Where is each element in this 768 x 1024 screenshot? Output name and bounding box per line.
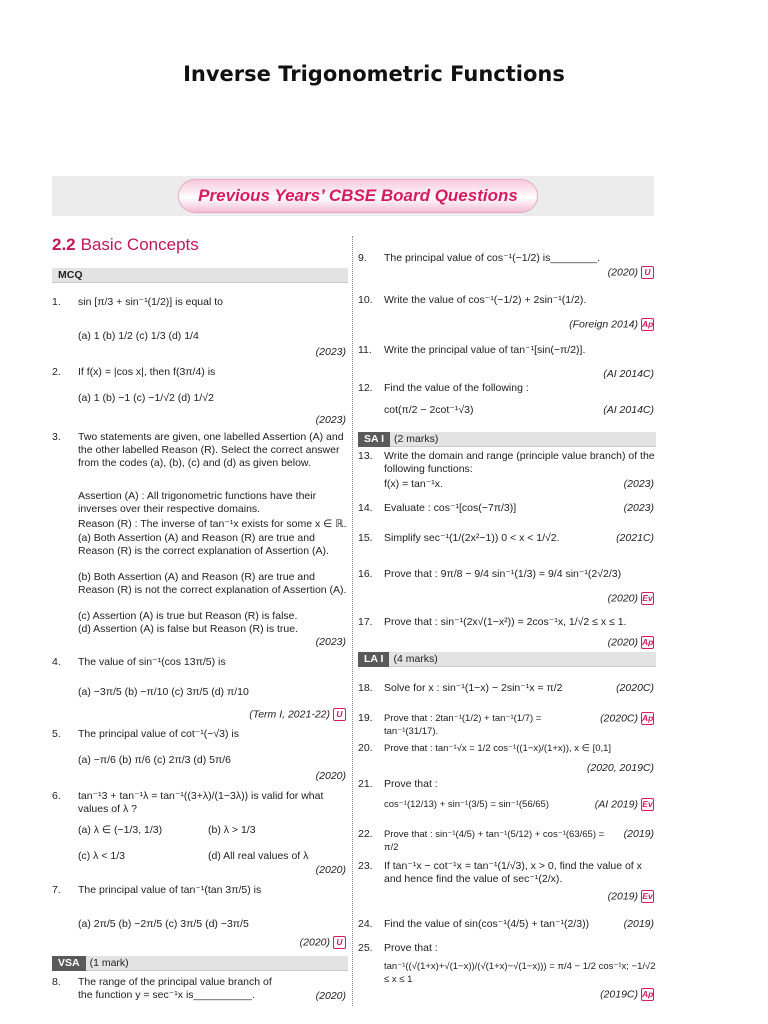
question-text: Write the value of cos⁻¹(−1/2) + 2sin⁻¹(1/2).: [384, 294, 587, 306]
question-number: 6.: [52, 790, 61, 802]
la1-bar: [358, 652, 656, 667]
question-number: 24.: [358, 918, 373, 930]
question-3-year: (2023): [315, 636, 346, 648]
question-number: 9.: [358, 252, 367, 264]
question-11-year: (AI 2014C): [603, 368, 654, 380]
question-5-year: (2020): [315, 770, 346, 782]
mcq-label: MCQ: [58, 269, 83, 281]
la1-label: LA I: [358, 652, 389, 667]
year-text: (2019C): [600, 988, 638, 1001]
question-text: Prove that : sin⁻¹(4/5) + tan⁻¹(5/12) + cos⁻¹(63/65) = π/2: [384, 829, 605, 853]
banner-text: Previous Years’ CBSE Board Questions: [198, 186, 518, 205]
vsa-marks: (1 mark): [89, 957, 129, 969]
question-text: Write the domain and range (principle value branch) of the following functions:: [384, 450, 655, 475]
document-title: Inverse Trigonometric Functions: [183, 62, 565, 86]
question-19-year: [600, 712, 654, 725]
question-1-year: (2023): [315, 346, 346, 358]
sa1-bar: [358, 432, 656, 447]
assertion-text: Assertion (A) : All trigonometric functions have their inverses over their respective domains.: [78, 490, 317, 515]
question-text: The value of sin⁻¹(cos 13π/5) is: [78, 656, 226, 668]
question-number: 25.: [358, 942, 373, 954]
la1-marks: (4 marks): [393, 653, 438, 665]
year-text: (2020): [299, 936, 330, 949]
question-number: 2.: [52, 366, 61, 378]
question-10-year: [569, 318, 654, 331]
section-number: 2.2: [52, 235, 76, 254]
question-number: 19.: [358, 712, 373, 724]
question-text: The range of the principal value branch of the function y = sec⁻¹x is__________.: [78, 976, 272, 1001]
question-number: 10.: [358, 294, 373, 306]
question-3-option-d: (d) Assertion (A) is false but Reason (R) is true.: [78, 623, 298, 635]
question-6-year: (2020): [315, 864, 346, 876]
question-text: Write the principal value of tan⁻¹[sin(−π/2)].: [384, 344, 586, 356]
evaluation-badge-icon: Ev: [642, 593, 653, 603]
understanding-badge-icon: U: [333, 936, 346, 949]
question-number: 12.: [358, 382, 373, 394]
understanding-badge-icon: U: [641, 266, 654, 279]
question-text: The principal value of cos⁻¹(−1/2) is________.: [384, 252, 600, 264]
year-text: (Term I, 2021-22): [249, 708, 330, 721]
section-banner: [52, 176, 654, 216]
question-text: Two statements are given, one labelled Assertion (A) and the other labelled Reason (R). Select the correct answer from the codes (a), (b), (c) and (d) as given below.: [78, 431, 344, 469]
question-text: The principal value of cot⁻¹(−√3) is: [78, 728, 239, 740]
question-number: 5.: [52, 728, 61, 740]
question-9-year: [608, 266, 654, 279]
question-text: Prove that : 9π/8 − 9/4 sin⁻¹(1/3) = 9/4 sin⁻¹(2√2/3): [384, 568, 622, 580]
question-13-year: (2023): [623, 478, 654, 490]
vsa-label: VSA: [52, 956, 86, 971]
section-heading: [52, 235, 199, 254]
question-13-expression: f(x) = tan⁻¹x.: [384, 478, 443, 490]
application-badge-icon: Ap: [642, 637, 654, 647]
question-number: 13.: [358, 450, 373, 462]
question-text: tan⁻¹3 + tan⁻¹λ = tan⁻¹((3+λ)/(1−3λ)) is valid for what values of λ ?: [78, 790, 324, 815]
question-text: sin [π/3 + sin⁻¹(1/2)] is equal to: [78, 296, 223, 308]
question-23-year: [608, 890, 654, 903]
question-21-year: [595, 798, 654, 811]
question-number: 15.: [358, 532, 373, 544]
question-8-year: (2020): [315, 990, 346, 1002]
question-number: 3.: [52, 431, 61, 443]
question-14-year: (2023): [623, 502, 654, 514]
question-22-year: (2019): [623, 828, 654, 840]
year-text: (2020): [607, 636, 638, 649]
question-6-option-d: (d) All real values of λ: [208, 850, 309, 862]
evaluation-badge-icon: Ev: [642, 891, 653, 901]
question-text: If tan⁻¹x − cot⁻¹x = tan⁻¹(1/√3), x > 0, find the value of x and hence find the value of sec⁻¹(2/x).: [384, 860, 642, 885]
year-text: (AI 2019): [594, 798, 638, 811]
sa1-marks: (2 marks): [394, 433, 439, 445]
understanding-badge-icon: U: [333, 708, 346, 721]
question-4-year: [249, 708, 346, 721]
question-text: Prove that : 2tan⁻¹(1/2) + tan⁻¹(1/7) = tan⁻¹(31/17).: [384, 713, 542, 737]
question-text: The principal value of tan⁻¹(tan 3π/5) is: [78, 884, 262, 896]
question-text: Simplify sec⁻¹(1/(2x²−1)) 0 < x < 1/√2.: [384, 532, 560, 544]
evaluation-badge-icon: Ev: [642, 799, 653, 809]
question-text: Find the value of the following :: [384, 382, 529, 394]
question-2-year: (2023): [315, 414, 346, 426]
question-text: Solve for x : sin⁻¹(1−x) − 2sin⁻¹x = π/2: [384, 682, 563, 694]
question-text: Prove that : sin⁻¹(2x√(1−x²)) = 2cos⁻¹x, 1/√2 ≤ x ≤ 1.: [384, 616, 627, 628]
year-text: (2020C): [600, 712, 638, 725]
question-12-year: (AI 2014C): [603, 404, 654, 416]
question-16-year: [608, 592, 654, 605]
question-text: If f(x) = |cos x|, then f(3π/4) is: [78, 366, 216, 378]
question-number: 17.: [358, 616, 373, 628]
application-badge-icon: Ap: [642, 989, 654, 999]
question-7-year: [300, 936, 346, 949]
question-2-options: (a) 1 (b) −1 (c) −1/√2 (d) 1/√2: [78, 392, 214, 404]
question-3-option-b: (b) Both Assertion (A) and Reason (R) are true and Reason (R) is not the correct explanation of Assertion (A).: [78, 571, 347, 596]
question-5-options: (a) −π/6 (b) π/6 (c) 2π/3 (d) 5π/6: [78, 754, 231, 766]
question-number: 14.: [358, 502, 373, 514]
question-number: 11.: [358, 344, 372, 356]
question-text: Find the value of sin(cos⁻¹(4/5) + tan⁻¹(2/3)): [384, 918, 590, 930]
question-24-year: (2019): [623, 918, 654, 930]
question-4-options: (a) −3π/5 (b) −π/10 (c) 3π/5 (d) π/10: [78, 686, 249, 698]
sa1-label: SA I: [358, 432, 390, 447]
question-number: 22.: [358, 828, 373, 840]
question-25-expression: tan⁻¹((√(1+x)+√(1−x))/(√(1+x)−√(1−x))) = π/4 − 1/2 cos⁻¹x; −1/√2 ≤ x ≤ 1: [384, 961, 656, 985]
question-18-year: (2020C): [616, 682, 654, 694]
question-number: 1.: [52, 296, 61, 308]
question-6-option-c: (c) λ < 1/3: [78, 850, 125, 862]
application-badge-icon: Ap: [642, 713, 654, 723]
question-17-year: [608, 636, 654, 649]
question-text: Prove that : tan⁻¹√x = 1/2 cos⁻¹((1−x)/(1+x)), x ∈ [0,1]: [384, 743, 612, 754]
question-6-option-b: (b) λ > 1/3: [208, 824, 256, 836]
vsa-bar: [52, 956, 348, 971]
section-title: Basic Concepts: [80, 235, 199, 254]
question-number: 21.: [358, 778, 373, 790]
question-3-option-c: (c) Assertion (A) is true but Reason (R) is false.: [78, 610, 298, 622]
question-12-expression: cot(π/2 − 2cot⁻¹√3): [384, 404, 474, 416]
question-3-option-a: (a) Both Assertion (A) and Reason (R) are true and Reason (R) is the correct explanation of Assertion (A).: [78, 532, 329, 557]
question-text: Evaluate : cos⁻¹[cos(−7π/3)]: [384, 502, 517, 514]
question-21-expression: cos⁻¹(12/13) + sin⁻¹(3/5) = sin⁻¹(56/65): [384, 799, 549, 810]
question-number: 23.: [358, 860, 373, 872]
question-number: 18.: [358, 682, 373, 694]
banner-pill: [178, 179, 538, 213]
question-number: 7.: [52, 884, 61, 896]
question-text: Prove that :: [384, 942, 438, 954]
application-badge-icon: Ap: [642, 319, 654, 329]
question-6-option-a: (a) λ ∈ (−1/3, 1/3): [78, 824, 163, 836]
question-text: Prove that :: [384, 778, 438, 790]
year-text: (2020): [607, 592, 638, 605]
question-15-year: (2021C): [616, 532, 654, 544]
question-number: 16.: [358, 568, 373, 580]
column-divider: [352, 236, 353, 1006]
question-number: 4.: [52, 656, 61, 668]
question-number: 8.: [52, 976, 61, 988]
year-text: (2019): [607, 890, 638, 903]
question-20-year: (2020, 2019C): [586, 762, 654, 774]
reason-text: Reason (R) : The inverse of tan⁻¹x exists for some x ∈ ℝ.: [78, 518, 347, 530]
question-number: 20.: [358, 742, 373, 754]
mcq-bar: [52, 268, 348, 283]
question-25-year: [600, 988, 654, 1001]
question-1-options: (a) 1 (b) 1/2 (c) 1/3 (d) 1/4: [78, 330, 199, 342]
year-text: (2020): [607, 266, 638, 279]
question-7-options: (a) 2π/5 (b) −2π/5 (c) 3π/5 (d) −3π/5: [78, 918, 249, 930]
year-text: (Foreign 2014): [569, 318, 638, 331]
